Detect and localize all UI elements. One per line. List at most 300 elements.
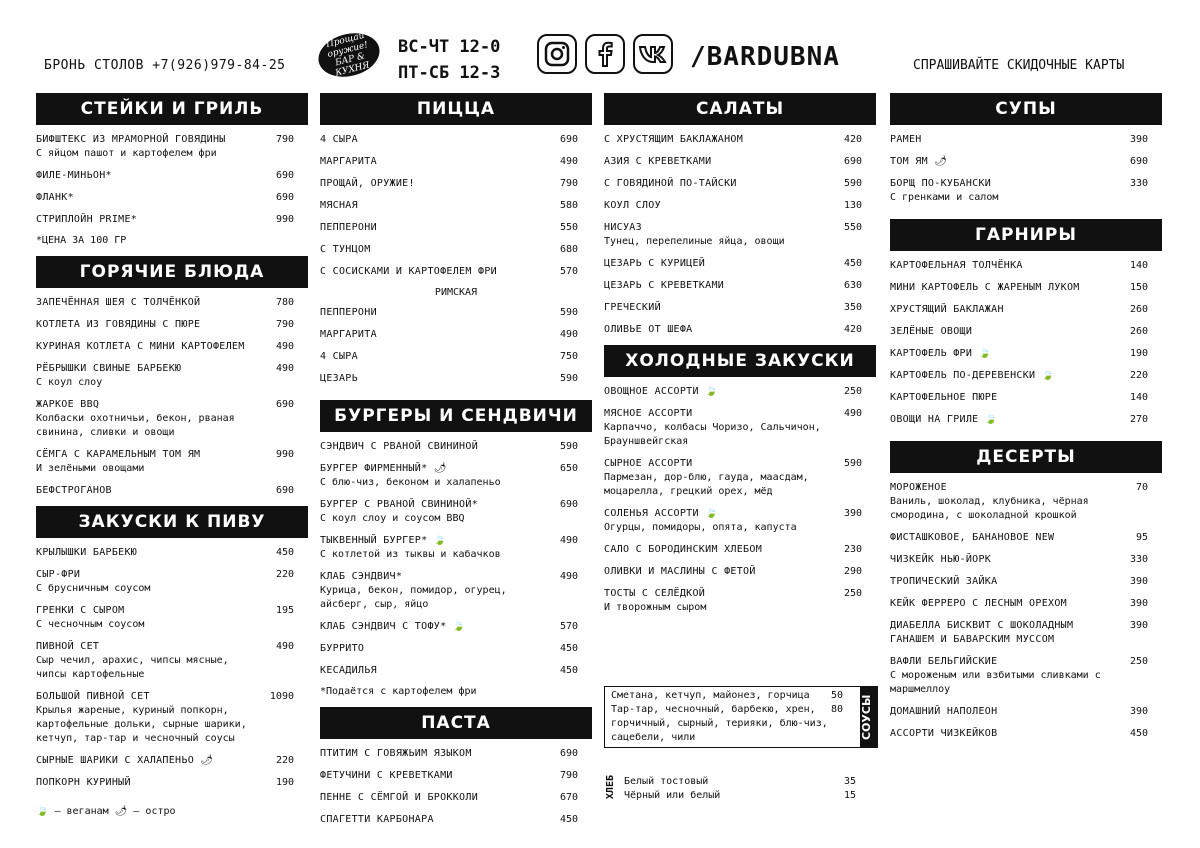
sauces-prices: [831, 689, 843, 717]
menu-item: [890, 177, 1162, 205]
menu-item-name: ПЕППЕРОНИ: [320, 307, 377, 318]
menu-item-price: 690: [275, 399, 294, 410]
bread-label: ХЛЕБ: [605, 775, 616, 800]
menu-item-price: 990: [275, 214, 294, 225]
menu-item-price: 790: [275, 134, 294, 145]
menu-item-name: С ХРУСТЯЩИМ БАКЛАЖАНОМ: [604, 134, 744, 145]
menu-item-price: 490: [559, 329, 578, 340]
menu-item-name: ФЛАНК*: [36, 192, 74, 203]
menu-header: [0, 0, 1200, 92]
instagram-icon[interactable]: [537, 34, 577, 74]
section-title-pizza: ПИЦЦА: [320, 93, 592, 125]
menu-item-name: ПЕННЕ С СЁМГОЙ И БРОККОЛИ: [320, 792, 479, 803]
menu-item-price: 195: [275, 605, 294, 616]
menu-item-price: 690: [843, 156, 862, 167]
menu-item-description: Колбаски охотничьи, бекон, рваная свинина, сливки и овощи: [36, 413, 235, 438]
menu-item-price: 490: [559, 571, 578, 582]
menu-item-name: ЗАПЕЧЁННАЯ ШЕЯ С ТОЛЧЁНКОЙ: [36, 297, 201, 308]
bread-item: [624, 789, 876, 803]
menu-item: [36, 448, 308, 476]
menu-item-description: Карпаччо, колбасы Чоризо, Сальчичон, Брауншвейгская: [604, 422, 821, 447]
menu-item: [36, 776, 308, 790]
menu-item-price: 690: [559, 499, 578, 510]
menu-item-name: СЭНДВИЧ С РВАНОЙ СВИНИНОЙ: [320, 441, 479, 452]
menu-item-name: ОЛИВКИ И МАСЛИНЫ С ФЕТОЙ: [604, 566, 756, 577]
menu-item-name: БЕФСТРОГАНОВ: [36, 485, 112, 496]
menu-item-price: 780: [275, 297, 294, 308]
menu-item-price: 630: [843, 280, 862, 291]
menu-item-name: СЫРНОЕ АССОРТИ: [604, 458, 693, 469]
bread-price: 15: [843, 790, 856, 801]
menu-item: [36, 340, 308, 354]
roman-pizza-list: [320, 306, 592, 386]
menu-item-price: 220: [275, 755, 294, 766]
salads-list: [604, 133, 876, 337]
burgers-fries-note: *Подаётся с картофелем фри: [320, 686, 477, 697]
sauces-special: Тар-тар, чесночный, барбекю, хрен, горчичный, сырный, терияки, блю-чиз, сацебели, чили: [611, 704, 828, 743]
menu-item-name: БУРРИТО: [320, 643, 365, 654]
menu-item-price: 95: [1135, 532, 1148, 543]
menu-item-description: С блю-чиз, беконом и халапеньо: [320, 477, 501, 488]
menu-item-name: СОЛЕНЬЯ АССОРТИ 🍃: [604, 508, 718, 519]
menu-item-name: КОТЛЕТА ИЗ ГОВЯДИНЫ С ПЮРЕ: [36, 319, 201, 330]
menu-item-name: БОРЩ ПО-КУБАНСКИ: [890, 178, 992, 189]
menu-item: [320, 769, 592, 783]
menu-item-name: РАМЕН: [890, 134, 922, 145]
menu-item-name: ЦЕЗАРЬ С КРЕВЕТКАМИ: [604, 280, 725, 291]
menu-item: [890, 325, 1162, 339]
menu-item-price: 450: [559, 643, 578, 654]
menu-item: [320, 664, 592, 678]
menu-item-price: 550: [843, 222, 862, 233]
menu-item-price: 270: [1129, 414, 1148, 425]
menu-item-price: 220: [1129, 370, 1148, 381]
burgers-list: [320, 440, 592, 678]
roman-pizza-label: РИМСКАЯ: [434, 287, 478, 298]
menu-item-price: 250: [1129, 656, 1148, 667]
menu-item-name: ГРЕНКИ С СЫРОМ: [36, 605, 125, 616]
menu-item: [320, 350, 592, 364]
menu-item-name: 4 СЫРА: [320, 351, 358, 362]
menu-item-price: 790: [559, 178, 578, 189]
menu-item-name: С СОСИСКАМИ И КАРТОФЕЛЕМ ФРИ: [320, 266, 497, 277]
soups-list: [890, 133, 1162, 205]
menu-item-name: БУРГЕР ФИРМЕННЫЙ* 🌶: [320, 463, 447, 474]
menu-item-name: ФИЛЕ-МИНЬОН*: [36, 170, 112, 181]
menu-item-name: НИСУАЗ: [604, 222, 642, 233]
menu-item-price: 450: [559, 665, 578, 676]
menu-item-price: 330: [1129, 554, 1148, 565]
section-title-soups: СУПЫ: [890, 93, 1162, 125]
menu-item: [890, 413, 1162, 427]
menu-item: [36, 362, 308, 390]
menu-item: [320, 265, 592, 279]
menu-item-price: 490: [559, 156, 578, 167]
sauces-price-special: 80: [831, 704, 844, 715]
menu-item: [604, 407, 876, 449]
section-title-desserts: ДЕСЕРТЫ: [890, 441, 1162, 473]
menu-item-price: 490: [275, 363, 294, 374]
cold-snacks-list: [604, 385, 876, 615]
menu-item-price: 650: [559, 463, 578, 474]
menu-item-description: С котлетой из тыквы и кабачков: [320, 549, 501, 560]
bread-list: [624, 775, 876, 803]
menu-item: [890, 727, 1162, 741]
menu-item-price: 70: [1135, 482, 1148, 493]
menu-item-price: 230: [843, 544, 862, 555]
menu-item: [320, 498, 592, 526]
menu-item-name: МИНИ КАРТОФЕЛЬ С ЖАРЕНЫМ ЛУКОМ: [890, 282, 1080, 293]
steaks-price-note: *ЦЕНА ЗА 100 ГР: [36, 235, 127, 246]
column-4: [890, 93, 1162, 749]
menu-item-name: КАРТОФЕЛЬНАЯ ТОЛЧЁНКА: [890, 260, 1023, 271]
pizza-list: [320, 133, 592, 279]
menu-item: [604, 385, 876, 399]
menu-item-name: СТРИПЛОЙН PRIME*: [36, 214, 138, 225]
menu-item-name: РЁБРЫШКИ СВИНЫЕ БАРБЕКЮ: [36, 363, 182, 374]
menu-item-price: 290: [843, 566, 862, 577]
menu-item: [890, 553, 1162, 567]
menu-item-name: ПИВНОЙ СЕТ: [36, 641, 100, 652]
menu-item-name: КЕСАДИЛЬЯ: [320, 665, 377, 676]
menu-item-name: КАРТОФЕЛЬНОЕ ПЮРЕ: [890, 392, 998, 403]
menu-item-name: С ГОВЯДИНОЙ ПО-ТАЙСКИ: [604, 178, 737, 189]
menu-item-description: Ваниль, шоколад, клубника, чёрная смородина, с шоколадной крошкой: [890, 496, 1089, 521]
bread-price: 35: [843, 776, 856, 787]
menu-item-price: 690: [1129, 156, 1148, 167]
sauces-label: СОУСЫ: [860, 686, 878, 748]
menu-item-price: 450: [843, 258, 862, 269]
menu-item: [320, 221, 592, 235]
column-3: [604, 93, 876, 623]
menu-item-price: 680: [559, 244, 578, 255]
menu-item: [320, 440, 592, 454]
menu-item: [890, 597, 1162, 611]
menu-item: [890, 347, 1162, 361]
menu-item: [890, 259, 1162, 273]
menu-item-name: ХРУСТЯЩИЙ БАКЛАЖАН: [890, 304, 1004, 315]
menu-item: [320, 813, 592, 827]
facebook-icon[interactable]: [585, 34, 625, 74]
menu-item-name: КЛАБ СЭНДВИЧ С ТОФУ* 🍃: [320, 621, 466, 632]
menu-item: [604, 155, 876, 169]
bread-item: [624, 775, 876, 789]
menu-item-description: И зелёными овощами: [36, 463, 145, 474]
hot-dishes-list: [36, 296, 308, 498]
beer-snacks-list: [36, 546, 308, 790]
bar-logo: Прощай оружие! БАР & КУХНЯ: [314, 27, 384, 83]
menu-item-name: ТЫКВЕННЫЙ БУРГЕР* 🍃: [320, 535, 447, 546]
menu-item-price: 790: [275, 319, 294, 330]
menu-item-price: 490: [275, 641, 294, 652]
menu-item-name: ПЕППЕРОНИ: [320, 222, 377, 233]
menu-item: [320, 133, 592, 147]
menu-item: [604, 257, 876, 271]
steaks-list: [36, 133, 308, 227]
menu-item: [604, 279, 876, 293]
menu-item-description: Тунец, перепелиные яйца, овощи: [604, 236, 785, 247]
menu-item-price: 690: [275, 170, 294, 181]
menu-item-price: 250: [843, 386, 862, 397]
menu-item-name: КАРТОФЕЛЬ ФРИ 🍃: [890, 348, 992, 359]
menu-item-price: 490: [843, 408, 862, 419]
menu-item-name: ЗЕЛЁНЫЕ ОВОЩИ: [890, 326, 973, 337]
menu-item-price: 490: [275, 341, 294, 352]
menu-item-name: МЯСНАЯ: [320, 200, 358, 211]
menu-item-name: КЛАБ СЭНДВИЧ*: [320, 571, 403, 582]
menu-item: [320, 199, 592, 213]
menu-item-name: СЫР-ФРИ: [36, 569, 81, 580]
menu-item-name: МОРОЖЕНОЕ: [890, 482, 947, 493]
menu-item-price: 250: [843, 588, 862, 599]
menu-item-price: 690: [275, 192, 294, 203]
menu-item-price: 590: [559, 441, 578, 452]
menu-item-price: 390: [1129, 576, 1148, 587]
section-title-steaks: СТЕЙКИ И ГРИЛЬ: [36, 93, 308, 125]
menu-item: [604, 133, 876, 147]
menu-item: [890, 391, 1162, 405]
menu-item-name: АЗИЯ С КРЕВЕТКАМИ: [604, 156, 712, 167]
menu-item-name: КАРТОФЕЛЬ ПО-ДЕРЕВЕНСКИ 🍃: [890, 370, 1055, 381]
menu-item-name: ВАФЛИ БЕЛЬГИЙСКИЕ: [890, 656, 998, 667]
menu-item: [890, 481, 1162, 523]
menu-item: [604, 507, 876, 535]
menu-item-name: ТОМ ЯМ 🌶: [890, 156, 948, 167]
menu-item: [890, 281, 1162, 295]
menu-item: [890, 369, 1162, 383]
menu-item-description: С коул слоу: [36, 377, 103, 388]
menu-item-price: 580: [559, 200, 578, 211]
menu-item-price: 570: [559, 266, 578, 277]
menu-item: [36, 133, 308, 161]
menu-item: [604, 323, 876, 337]
vk-icon[interactable]: [633, 34, 673, 74]
menu-item-price: 450: [1129, 728, 1148, 739]
menu-item: [320, 747, 592, 761]
discount-cards-note: СПРАШИВАЙТЕ СКИДОЧНЫЕ КАРТЫ: [913, 58, 1125, 73]
menu-item: [320, 620, 592, 634]
menu-item-price: 550: [559, 222, 578, 233]
menu-item-name: СЁМГА С КАРАМЕЛЬНЫМ ТОМ ЯМ: [36, 449, 201, 460]
menu-item: [320, 462, 592, 490]
menu-item-name: ЦЕЗАРЬ С КУРИЦЕЙ: [604, 258, 706, 269]
menu-item-name: С ТУНЦОМ: [320, 244, 371, 255]
menu-item-price: 790: [559, 770, 578, 781]
menu-item-price: 350: [843, 302, 862, 313]
menu-item-name: СЫРНЫЕ ШАРИКИ С ХАЛАПЕНЬО 🌶: [36, 755, 214, 766]
bread-name: Белый тостовый: [624, 776, 709, 787]
social-links: [537, 34, 673, 74]
menu-item-name: ПРОЩАЙ, ОРУЖИЕ!: [320, 178, 415, 189]
menu-item: [320, 642, 592, 656]
menu-item-price: 140: [1129, 392, 1148, 403]
menu-item-name: ТОСТЫ С СЕЛЁДКОЙ: [604, 588, 706, 599]
menu-item-price: 690: [275, 485, 294, 496]
menu-item-description: Курица, бекон, помидор, огурец, айсберг, сыр, яйцо: [320, 585, 507, 610]
menu-item: [320, 306, 592, 320]
menu-item-name: ТРОПИЧЕСКИЙ ЗАЙКА: [890, 576, 998, 587]
menu-item: [890, 531, 1162, 545]
hours-weekend: ПТ-СБ 12-3: [398, 63, 501, 83]
menu-item: [320, 155, 592, 169]
menu-item-name: ФИСТАШКОВОЕ, БАНАНОВОЕ NEW: [890, 532, 1055, 543]
menu-item: [604, 587, 876, 615]
sauces-price-basic: 50: [831, 690, 844, 701]
menu-item-price: 390: [1129, 134, 1148, 145]
menu-item-name: ОВОЩНОЕ АССОРТИ 🍃: [604, 386, 718, 397]
menu-item-price: 990: [275, 449, 294, 460]
menu-item-name: ГРЕЧЕСКИЙ: [604, 302, 661, 313]
menu-item: [890, 619, 1162, 647]
section-title-cold-snacks: ХОЛОДНЫЕ ЗАКУСКИ: [604, 345, 876, 377]
menu-item-description: Крылья жареные, куриный попкорн, картофельные дольки, сырные шарики, кетчуп, тар-тар и чесночный соусы: [36, 705, 247, 744]
bread-name: Чёрный или белый: [624, 790, 721, 801]
sauces-basic: Сметана, кетчуп, майонез, горчица: [611, 690, 810, 701]
menu-item-name: АССОРТИ ЧИЗКЕЙКОВ: [890, 728, 998, 739]
menu-item-price: 450: [559, 814, 578, 825]
menu-item: [604, 457, 876, 499]
menu-item-price: 570: [559, 621, 578, 632]
menu-item: [36, 484, 308, 498]
menu-item: [36, 318, 308, 332]
menu-item: [320, 570, 592, 612]
menu-item-name: МЯСНОЕ АССОРТИ: [604, 408, 693, 419]
sauces-box: [604, 686, 878, 748]
menu-item-description: С чесночным соусом: [36, 619, 145, 630]
menu-item-price: 690: [559, 134, 578, 145]
menu-item-name: ЧИЗКЕЙК НЬЮ-ЙОРК: [890, 554, 992, 565]
menu-item: [36, 546, 308, 560]
menu-item-name: КОУЛ СЛОУ: [604, 200, 661, 211]
bread-block: [604, 775, 876, 803]
menu-item: [36, 169, 308, 183]
menu-item-name: ФЕТУЧИНИ С КРЕВЕТКАМИ: [320, 770, 453, 781]
column-2: [320, 93, 592, 835]
menu-item-name: САЛО С БОРОДИНСКИМ ХЛЕБОМ: [604, 544, 763, 555]
menu-item: [36, 213, 308, 227]
menu-item-price: 220: [275, 569, 294, 580]
menu-item-name: ОВОЩИ НА ГРИЛЕ 🍃: [890, 414, 998, 425]
menu-item-price: 390: [1129, 706, 1148, 717]
menu-item: [890, 303, 1162, 317]
menu-item-name: КЕЙК ФЕРРЕРО С ЛЕСНЫМ ОРЕХОМ: [890, 598, 1067, 609]
menu-item-price: 390: [1129, 620, 1148, 631]
menu-item-description: И творожным сыром: [604, 602, 707, 613]
menu-item-description: Огурцы, помидоры, опята, капуста: [604, 522, 797, 533]
menu-item: [320, 243, 592, 257]
menu-item-description: Сыр чечил, арахис, чипсы мясные, чипсы картофельные: [36, 655, 229, 680]
menu-item-price: 390: [843, 508, 862, 519]
menu-item: [320, 534, 592, 562]
desserts-list: [890, 481, 1162, 741]
section-title-beer-snacks: ЗАКУСКИ К ПИВУ: [36, 506, 308, 538]
menu-item: [36, 568, 308, 596]
menu-item-description: С брусничным соусом: [36, 583, 151, 594]
menu-item-name: БИФШТЕКС ИЗ МРАМОРНОЙ ГОВЯДИНЫ: [36, 134, 226, 145]
menu-item-description: С мороженым или взбитыми сливками с маршмеллоу: [890, 670, 1101, 695]
menu-item: [604, 221, 876, 249]
menu-item: [320, 372, 592, 386]
menu-item-price: 670: [559, 792, 578, 803]
menu-item-price: 330: [1129, 178, 1148, 189]
menu-item-name: МАРГАРИТА: [320, 329, 377, 340]
menu-item: [36, 640, 308, 682]
menu-item-price: 260: [1129, 326, 1148, 337]
menu-item-name: МАРГАРИТА: [320, 156, 377, 167]
menu-item-name: ПТИТИМ С ГОВЯЖЬИМ ЯЗЫКОМ: [320, 748, 472, 759]
menu-item-price: 590: [843, 458, 862, 469]
menu-item-name: 4 СЫРА: [320, 134, 358, 145]
section-title-sides: ГАРНИРЫ: [890, 219, 1162, 251]
menu-item-description: С гренками и салом: [890, 192, 999, 203]
menu-item-price: 190: [275, 777, 294, 788]
menu-item: [890, 155, 1162, 169]
menu-item-price: 260: [1129, 304, 1148, 315]
menu-item-price: 130: [843, 200, 862, 211]
menu-item-name: ЦЕЗАРЬ: [320, 373, 358, 384]
section-title-burgers: БУРГЕРЫ И СЕНДВИЧИ: [320, 400, 592, 432]
menu-item-price: 590: [559, 307, 578, 318]
menu-item-price: 1090: [269, 691, 294, 702]
menu-item-price: 150: [1129, 282, 1148, 293]
menu-item: [890, 705, 1162, 719]
menu-item: [604, 199, 876, 213]
menu-item-description: С яйцом пашот и картофелем фри: [36, 148, 217, 159]
hours-weekdays: ВС-ЧТ 12-0: [398, 37, 501, 57]
pasta-list: [320, 747, 592, 827]
booking-phone[interactable]: БРОНЬ СТОЛОВ +7(926)979-84-25: [44, 58, 286, 73]
menu-item-name: ЖАРКОЕ BBQ: [36, 399, 100, 410]
sauces-text: [611, 689, 829, 745]
menu-item-name: КРЫЛЫШКИ БАРБЕКЮ: [36, 547, 138, 558]
section-title-hot-dishes: ГОРЯЧИЕ БЛЮДА: [36, 256, 308, 288]
menu-item: [320, 177, 592, 191]
menu-item-name: ДИАБЕЛЛА БИСКВИТ С ШОКОЛАДНЫМ ГАНАШЕМ И БАВАРСКИМ МУССОМ: [890, 620, 1074, 645]
opening-hours: [398, 34, 500, 86]
menu-item-price: 190: [1129, 348, 1148, 359]
menu-item-name: СПАГЕТТИ КАРБОНАРА: [320, 814, 434, 825]
section-title-pasta: ПАСТА: [320, 707, 592, 739]
menu-item: [36, 296, 308, 310]
section-title-salads: САЛАТЫ: [604, 93, 876, 125]
menu-item: [604, 565, 876, 579]
menu-item-price: 590: [559, 373, 578, 384]
brand-handle[interactable]: /BARDUBNA: [690, 42, 840, 72]
menu-item: [36, 604, 308, 632]
menu-item: [320, 791, 592, 805]
menu-item-price: 420: [843, 324, 862, 335]
menu-item-name: БУРГЕР С РВАНОЙ СВИНИНОЙ*: [320, 499, 479, 510]
menu-item: [36, 191, 308, 205]
sides-list: [890, 259, 1162, 427]
menu-item: [890, 655, 1162, 697]
menu-item-description: С коул слоу и соусом BBQ: [320, 513, 465, 524]
menu-item-description: Пармезан, дор-блю, гауда, маасдам, моцарелла, грецкий орех, мёд: [604, 472, 809, 497]
menu-item: [890, 575, 1162, 589]
menu-item-price: 490: [559, 535, 578, 546]
menu-item: [36, 690, 308, 746]
menu-item-price: 140: [1129, 260, 1148, 271]
menu-item: [890, 133, 1162, 147]
menu-item: [320, 328, 592, 342]
menu-item-name: БОЛЬШОЙ ПИВНОЙ СЕТ: [36, 691, 150, 702]
menu-item-price: 450: [275, 547, 294, 558]
menu-legend: 🍃 – веганам 🌶 – остро: [36, 806, 176, 817]
menu-item-name: ОЛИВЬЕ ОТ ШЕФА: [604, 324, 693, 335]
menu-item-price: 390: [1129, 598, 1148, 609]
menu-item-price: 590: [843, 178, 862, 189]
menu-item: [604, 543, 876, 557]
